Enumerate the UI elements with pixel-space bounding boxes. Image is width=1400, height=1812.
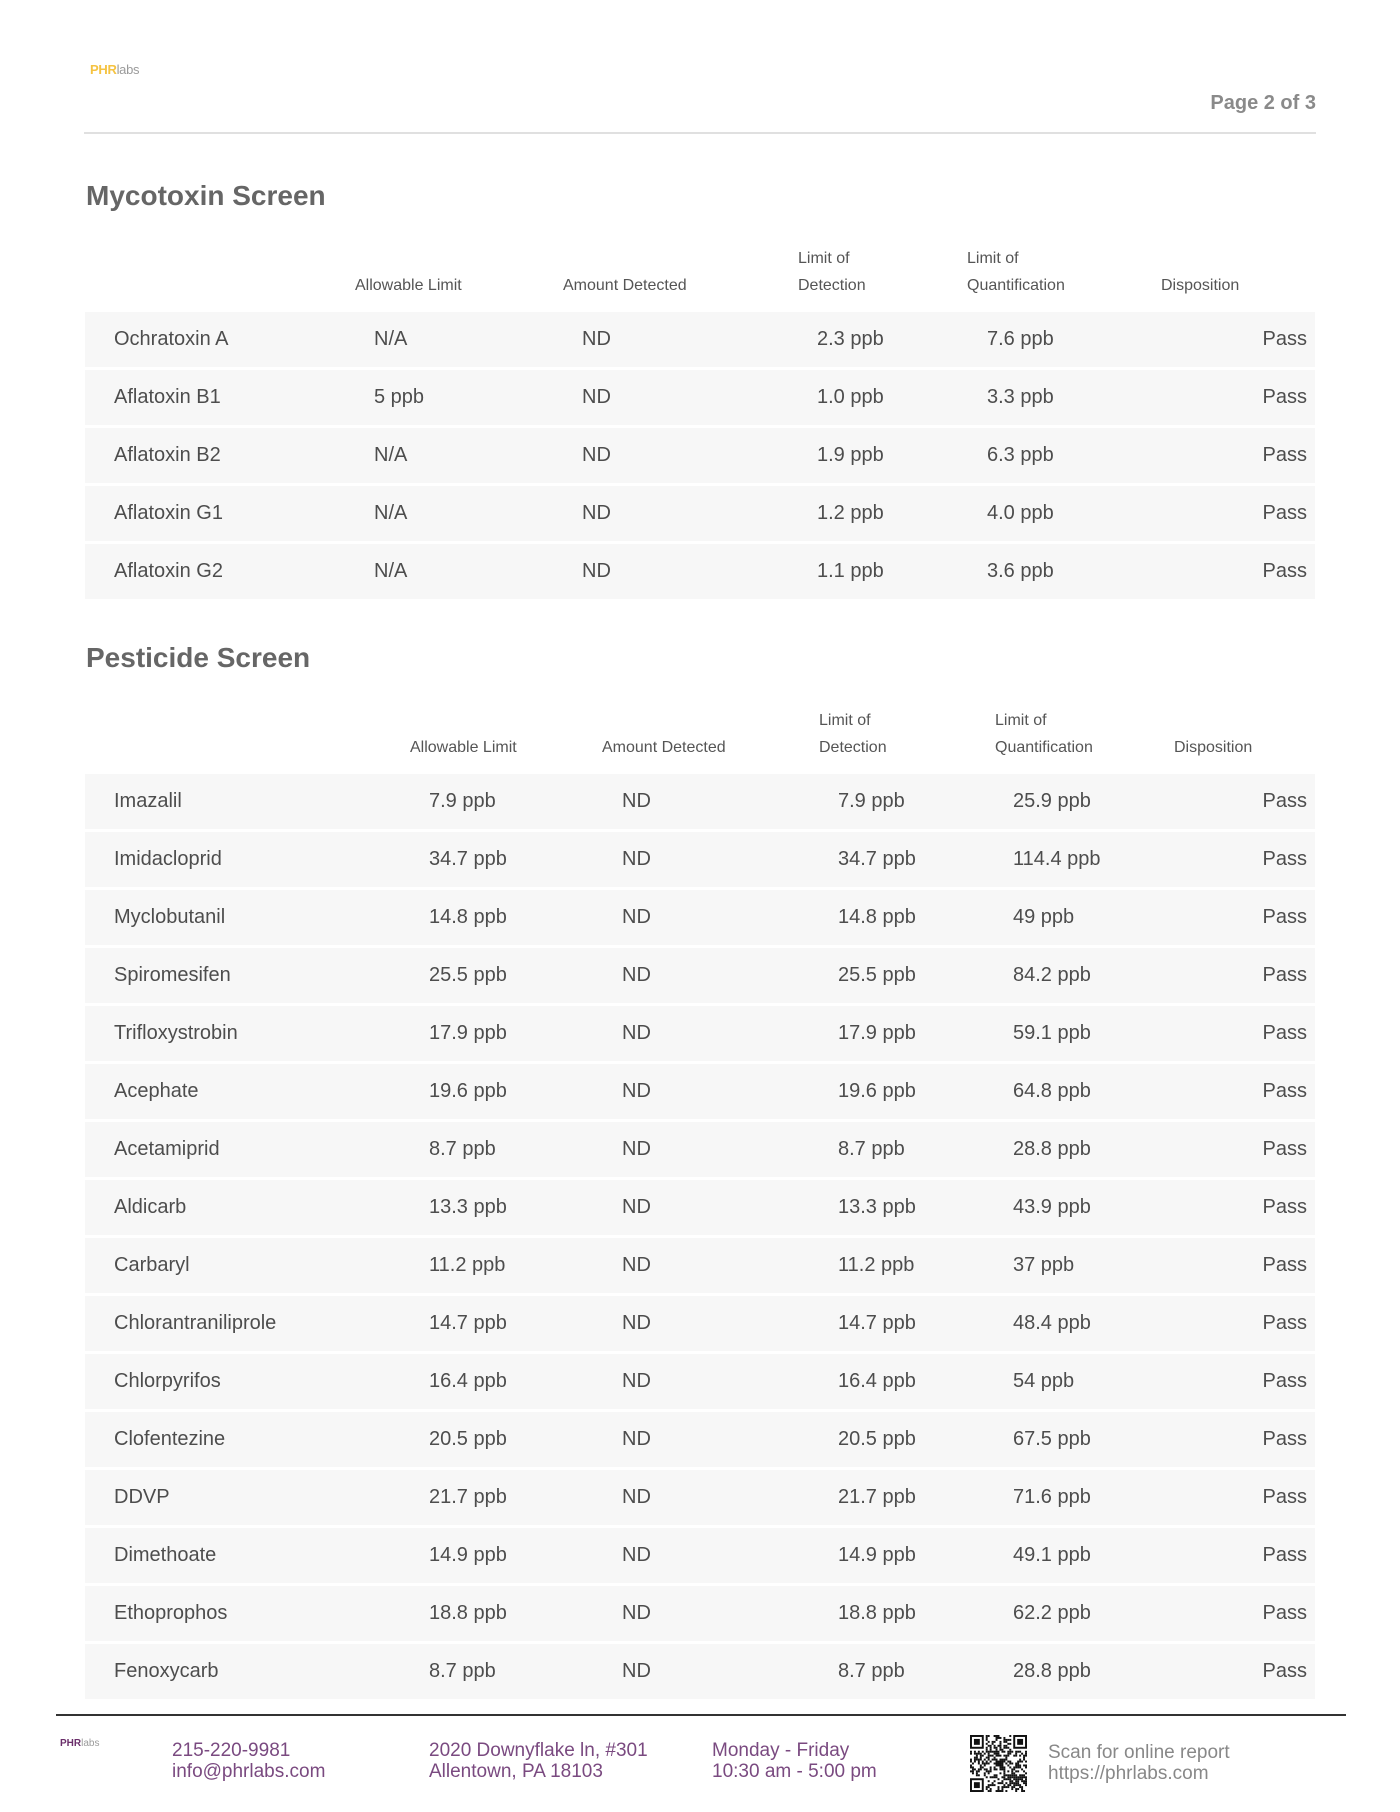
table-row (85, 774, 1315, 829)
col-loq-line1: Limit of (967, 250, 1019, 267)
col-disposition: Disposition (1161, 277, 1240, 294)
cell-loq: 43.9 ppb (1013, 1196, 1091, 1218)
cell-disposition: Pass (1262, 1544, 1307, 1566)
footer-address-line1: 2020 Downyflake ln, #301 (429, 1740, 648, 1761)
col-disposition: Disposition (1174, 739, 1253, 756)
cell-lod: 13.3 ppb (838, 1196, 916, 1218)
mycotoxin-title: Mycotoxin Screen (86, 180, 326, 211)
cell-loq: 28.8 ppb (1013, 1660, 1091, 1682)
page-number: Page 2 of 3 (1210, 92, 1316, 114)
col-lod-line1: Limit of (819, 712, 871, 729)
table-row (85, 1180, 1315, 1235)
cell-disposition: Pass (1262, 848, 1307, 870)
cell-lod: 1.2 ppb (817, 502, 884, 524)
cell-lod: 14.7 ppb (838, 1312, 916, 1334)
cell-disposition: Pass (1262, 386, 1307, 408)
cell-allowable: 13.3 ppb (429, 1196, 507, 1218)
cell-allowable: 14.7 ppb (429, 1312, 507, 1334)
cell-amount: ND (622, 1138, 651, 1160)
col-loq-line1: Limit of (995, 712, 1047, 729)
qr-code-icon[interactable] (970, 1735, 1027, 1792)
cell-analyte: Trifloxystrobin (114, 1022, 238, 1044)
cell-disposition: Pass (1262, 906, 1307, 928)
cell-lod: 19.6 ppb (838, 1080, 916, 1102)
cell-analyte: Ethoprophos (114, 1602, 228, 1624)
table-row (85, 1644, 1315, 1699)
cell-loq: 71.6 ppb (1013, 1486, 1091, 1508)
table-row (85, 1238, 1315, 1293)
cell-loq: 67.5 ppb (1013, 1428, 1091, 1450)
footer-logo-labs: labs (81, 1738, 100, 1749)
header-divider (84, 132, 1316, 134)
cell-amount: ND (622, 848, 651, 870)
col-loq (995, 707, 1093, 761)
cell-loq: 3.6 ppb (987, 560, 1054, 582)
cell-amount: ND (622, 1254, 651, 1276)
cell-loq: 62.2 ppb (1013, 1602, 1091, 1624)
cell-lod: 21.7 ppb (838, 1486, 916, 1508)
cell-analyte: Imidacloprid (114, 848, 222, 870)
footer-divider (56, 1714, 1346, 1716)
cell-lod: 18.8 ppb (838, 1602, 916, 1624)
cell-disposition: Pass (1262, 1196, 1307, 1218)
table-row (85, 312, 1315, 367)
logo-labs: labs (116, 62, 140, 77)
cell-loq: 7.6 ppb (987, 328, 1054, 350)
cell-amount: ND (582, 502, 611, 524)
cell-allowable: 20.5 ppb (429, 1428, 507, 1450)
cell-amount: ND (622, 790, 651, 812)
cell-allowable: 5 ppb (374, 386, 425, 408)
cell-allowable: 16.4 ppb (429, 1370, 507, 1392)
cell-disposition: Pass (1262, 1312, 1307, 1334)
table-row (85, 1412, 1315, 1467)
footer-url[interactable]: https://phrlabs.com (1048, 1763, 1209, 1784)
table-row (85, 948, 1315, 1003)
cell-analyte: Imazalil (114, 790, 182, 812)
cell-allowable: N/A (374, 328, 408, 350)
cell-analyte: Myclobutanil (114, 906, 226, 928)
cell-allowable: 7.9 ppb (429, 790, 496, 812)
cell-allowable: 14.9 ppb (429, 1544, 507, 1566)
cell-lod: 20.5 ppb (838, 1428, 916, 1450)
cell-loq: 64.8 ppb (1013, 1080, 1091, 1102)
col-loq-line2: Quantification (967, 277, 1065, 294)
cell-analyte: Spiromesifen (114, 964, 231, 986)
table-row (85, 1586, 1315, 1641)
cell-loq: 59.1 ppb (1013, 1022, 1091, 1044)
cell-analyte: Aflatoxin B1 (114, 386, 221, 408)
table-row (85, 1470, 1315, 1525)
logo-phr: PHR (90, 62, 117, 77)
cell-lod: 8.7 ppb (838, 1660, 905, 1682)
cell-lod: 14.9 ppb (838, 1544, 916, 1566)
cell-disposition: Pass (1262, 328, 1307, 350)
footer-logo-phr: PHR (60, 1738, 82, 1749)
cell-disposition: Pass (1262, 1660, 1307, 1682)
cell-disposition: Pass (1262, 560, 1307, 582)
cell-loq: 49 ppb (1013, 906, 1075, 928)
footer-logo (60, 1738, 99, 1749)
cell-lod: 1.0 ppb (817, 386, 884, 408)
cell-amount: ND (622, 1660, 651, 1682)
cell-lod: 34.7 ppb (838, 848, 916, 870)
cell-loq: 37 ppb (1013, 1254, 1075, 1276)
cell-lod: 7.9 ppb (838, 790, 905, 812)
table-row (85, 1122, 1315, 1177)
cell-analyte: Aldicarb (114, 1196, 187, 1218)
table-row (85, 544, 1315, 599)
cell-amount: ND (622, 964, 651, 986)
cell-amount: ND (622, 1370, 651, 1392)
cell-allowable: N/A (374, 444, 408, 466)
cell-allowable: 25.5 ppb (429, 964, 507, 986)
cell-analyte: Ochratoxin A (114, 328, 229, 350)
cell-loq: 4.0 ppb (987, 502, 1054, 524)
col-amount: Amount Detected (563, 277, 687, 294)
cell-disposition: Pass (1262, 1254, 1307, 1276)
cell-disposition: Pass (1262, 1080, 1307, 1102)
col-lod-line2: Detection (819, 739, 887, 756)
cell-amount: ND (622, 906, 651, 928)
cell-amount: ND (622, 1544, 651, 1566)
table-row (85, 1006, 1315, 1061)
cell-allowable: N/A (374, 560, 408, 582)
cell-analyte: Acephate (114, 1080, 199, 1102)
cell-analyte: Acetamiprid (114, 1138, 220, 1160)
cell-lod: 2.3 ppb (817, 328, 884, 350)
cell-lod: 14.8 ppb (838, 906, 916, 928)
cell-loq: 3.3 ppb (987, 386, 1054, 408)
table-row (85, 370, 1315, 425)
col-lod (798, 245, 866, 299)
col-lod (819, 707, 887, 761)
table-row (85, 1064, 1315, 1119)
cell-allowable: 11.2 ppb (429, 1254, 506, 1276)
cell-analyte: Carbaryl (114, 1254, 190, 1276)
cell-amount: ND (582, 386, 611, 408)
cell-analyte: Aflatoxin G1 (114, 502, 223, 524)
cell-analyte: Aflatoxin G2 (114, 560, 223, 582)
table-row (85, 428, 1315, 483)
cell-amount: ND (622, 1196, 651, 1218)
cell-allowable: 18.8 ppb (429, 1602, 507, 1624)
cell-amount: ND (582, 328, 611, 350)
cell-loq: 49.1 ppb (1013, 1544, 1091, 1566)
cell-disposition: Pass (1262, 1022, 1307, 1044)
footer-email[interactable]: info@phrlabs.com (172, 1761, 326, 1782)
cell-disposition: Pass (1262, 964, 1307, 986)
cell-analyte: Fenoxycarb (114, 1660, 219, 1682)
cell-analyte: DDVP (114, 1486, 170, 1508)
col-lod-line2: Detection (798, 277, 866, 294)
footer-hours-line2: 10:30 am - 5:00 pm (712, 1761, 877, 1782)
cell-amount: ND (582, 444, 611, 466)
cell-amount: ND (622, 1486, 651, 1508)
pesticide-title: Pesticide Screen (86, 642, 311, 673)
cell-allowable: 21.7 ppb (429, 1486, 507, 1508)
table-row (85, 1354, 1315, 1409)
cell-allowable: 8.7 ppb (429, 1660, 496, 1682)
cell-lod: 11.2 ppb (838, 1254, 915, 1276)
col-allowable: Allowable Limit (410, 739, 517, 756)
cell-amount: ND (582, 560, 611, 582)
footer-hours-line1: Monday - Friday (712, 1740, 850, 1761)
cell-disposition: Pass (1262, 1486, 1307, 1508)
cell-disposition: Pass (1262, 1370, 1307, 1392)
cell-disposition: Pass (1262, 1138, 1307, 1160)
col-lod-line1: Limit of (798, 250, 850, 267)
cell-amount: ND (622, 1080, 651, 1102)
cell-loq: 54 ppb (1013, 1370, 1075, 1392)
table-row (85, 1296, 1315, 1351)
cell-lod: 8.7 ppb (838, 1138, 905, 1160)
cell-loq: 25.9 ppb (1013, 790, 1091, 812)
cell-disposition: Pass (1262, 444, 1307, 466)
table-row (85, 1528, 1315, 1583)
cell-amount: ND (622, 1428, 651, 1450)
cell-analyte: Chlorpyrifos (114, 1370, 221, 1392)
cell-disposition: Pass (1262, 502, 1307, 524)
cell-lod: 17.9 ppb (838, 1022, 916, 1044)
footer-scan-text: Scan for online report (1048, 1742, 1230, 1763)
cell-loq: 48.4 ppb (1013, 1312, 1091, 1334)
cell-allowable: 8.7 ppb (429, 1138, 496, 1160)
header-logo (90, 62, 139, 77)
cell-amount: ND (622, 1312, 651, 1334)
cell-disposition: Pass (1262, 790, 1307, 812)
cell-loq: 84.2 ppb (1013, 964, 1091, 986)
table-row (85, 890, 1315, 945)
table-row (85, 832, 1315, 887)
cell-allowable: 19.6 ppb (429, 1080, 507, 1102)
cell-analyte: Chlorantraniliprole (114, 1312, 277, 1334)
cell-amount: ND (622, 1602, 651, 1624)
cell-loq: 6.3 ppb (987, 444, 1054, 466)
cell-lod: 25.5 ppb (838, 964, 916, 986)
cell-lod: 1.1 ppb (817, 560, 884, 582)
col-loq (967, 245, 1065, 299)
cell-amount: ND (622, 1022, 651, 1044)
cell-disposition: Pass (1262, 1602, 1307, 1624)
cell-allowable: 14.8 ppb (429, 906, 507, 928)
col-loq-line2: Quantification (995, 739, 1093, 756)
cell-allowable: N/A (374, 502, 408, 524)
footer-phone[interactable]: 215-220-9981 (172, 1740, 291, 1761)
cell-disposition: Pass (1262, 1428, 1307, 1450)
cell-loq: 114.4 ppb (1013, 848, 1101, 870)
cell-allowable: 17.9 ppb (429, 1022, 507, 1044)
table-row (85, 486, 1315, 541)
cell-analyte: Aflatoxin B2 (114, 444, 221, 466)
cell-allowable: 34.7 ppb (429, 848, 507, 870)
cell-lod: 1.9 ppb (817, 444, 884, 466)
col-amount: Amount Detected (602, 739, 726, 756)
cell-lod: 16.4 ppb (838, 1370, 916, 1392)
footer-address-line2: Allentown, PA 18103 (429, 1761, 603, 1782)
cell-analyte: Dimethoate (114, 1544, 217, 1566)
cell-loq: 28.8 ppb (1013, 1138, 1091, 1160)
col-allowable: Allowable Limit (355, 277, 462, 294)
cell-analyte: Clofentezine (114, 1428, 226, 1450)
